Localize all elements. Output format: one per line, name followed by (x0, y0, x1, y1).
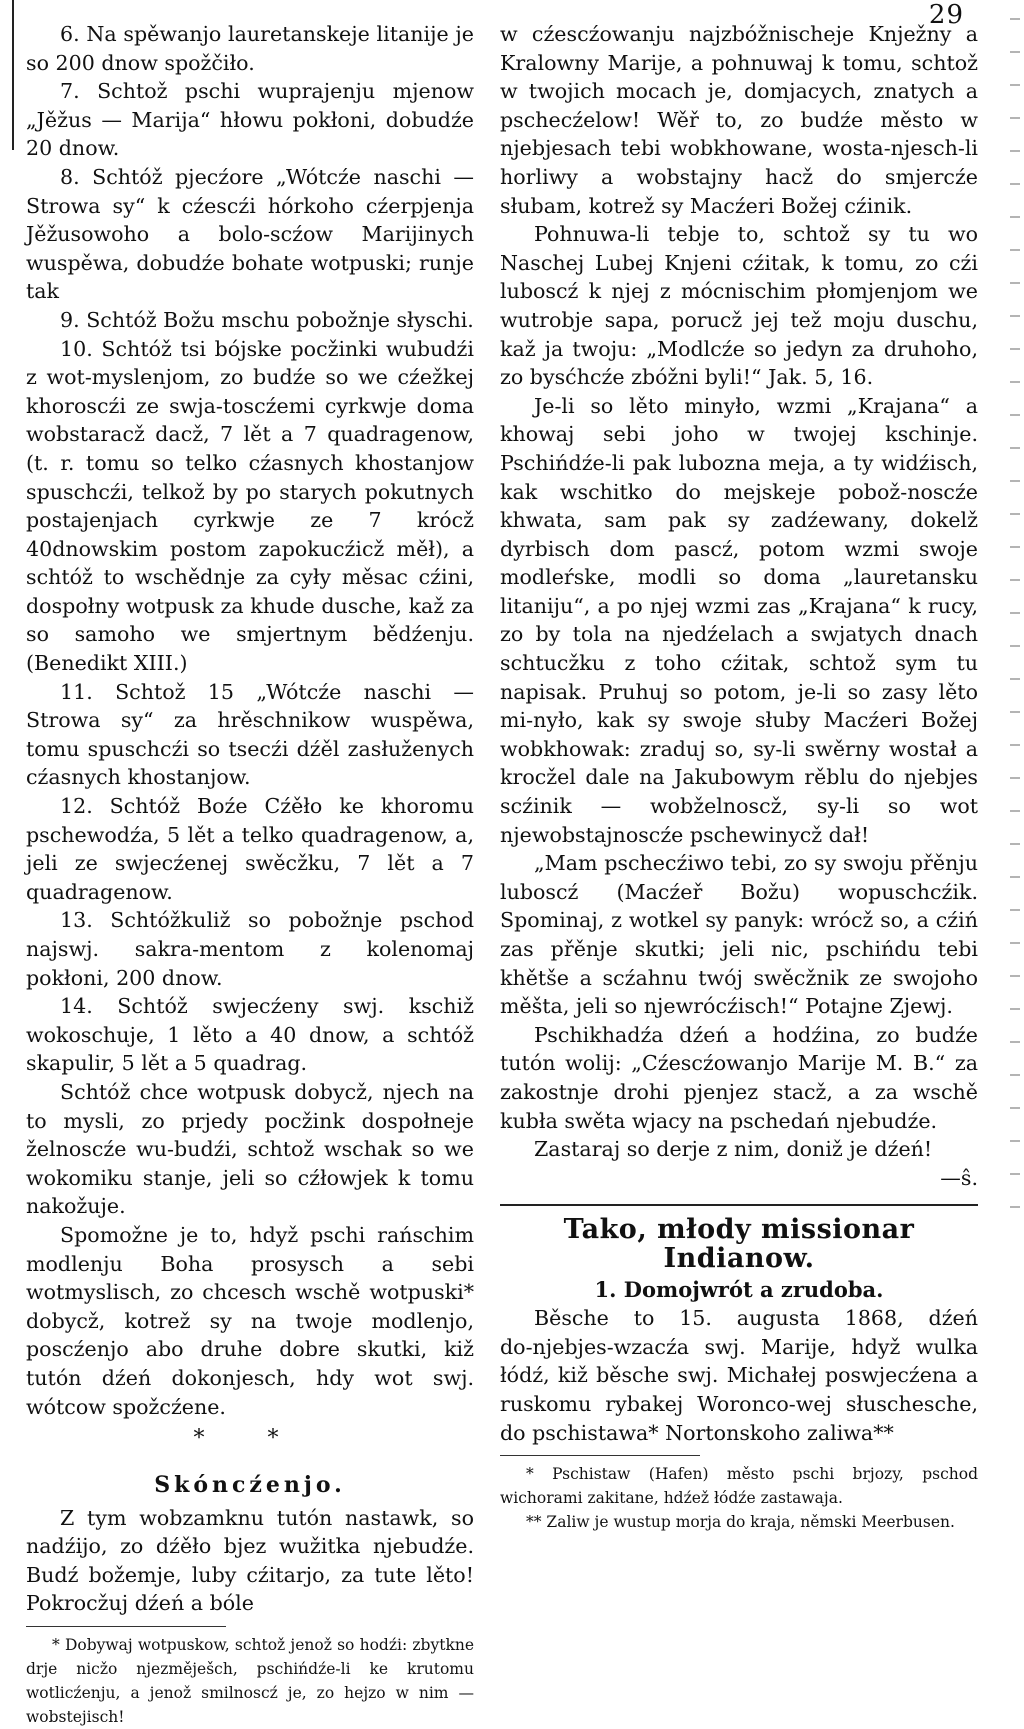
paragraph: „Mam pschecźiwo tebi, zo sy swoju přěnju luboscź (Macźeř Božu) wopuschcźik. Spominaj, z wotkel sy panyk: wrócž so, a cźiń zas přěnje skutki; jeli nic, pschińdu tebi khětše a scźahnu twój swěcžnik ze swojoho měšta, jeli so njewrócźisch!“ Potajne Zjewj. (500, 851, 978, 1019)
paragraph: Je‑li so lěto minyło, wzmi „Krajana“ a khowaj sebi joho w twojej kschinje. Pschińdźe‑li pak lubozna meja, a ty widźisch, kak wschitko do mejskeje pobož‑noscźe khwata, sam pak sy zadźewany, dokelž dyrbisch dom pascź, potom wzmi swoje modleŕske, modli so doma „lauretansku litaniju“, a po njej wzmi zas „Krajana“ k rucy, zo by tola na njedźelach a swjatych dnach schtucžku z toho cźitak, schtož sym tu napisak. Pruhuj so potom, je‑li so zasy lěto mi‑nyło, kak sy swoje słuby Macźeri Božej wobkhowak: zraduj so, sy‑li swěrny wostał a krocžel dale na Jakubowym rěblu do njebjes scźinik — wobželnoscž, sy‑li so wot njewobstajnoscźe pschewinycž dał! (500, 393, 978, 847)
footnote-divider (500, 1455, 700, 1456)
paragraph: 11. Schtož 15 „Wótcźe naschi — Strowa sy“ za hrěschnikow wuspěwa, tomu spuschcźi so tsecźi dźěl zasłuženych cźasnych khostanjow. (26, 679, 474, 790)
footnote: * Dobywaj wotpuskow, schtož jenož so hodźi: zbytkne drje nicžo njezměješch, pschińdźe‑li ke krutomu wotlicźenju, a jenož smilnoscź je, zo hejzo w nim — wobstejisch! (26, 1636, 474, 1727)
paragraph: Zastaraj so derje z nim, doniž je dźeń! (534, 1137, 933, 1162)
left-margin-rule (12, 0, 14, 150)
closing-heading: Skóncźenjo. (154, 1472, 346, 1499)
paragraph: Spomožne je to, hdyž pschi rańschim modlenju Boha prosysch a sebi wotmyslisch, zo chcesch wschě wotpuski* dobycž, kotrež sy na twoje modlenjo, poscźenjo abo druhe dobre skutki, kiž tutón dźeń dokonjesch, hdy wot swj. wótcow spožcźene. (26, 1222, 474, 1419)
story-title: Tako, młody missionar Indianow. (563, 1214, 915, 1274)
page-number: 29 (928, 0, 964, 30)
paragraph: Schtóž chce wotpusk dobycž, njech na to mysli, zo prjedy pocžink dospołneje želnoscźe wu‑budźi, schtož wschak so we wokomiku stanje, jeli so cźłowjek k tomu nakožuje. (26, 1079, 474, 1219)
paragraph: Pohnuwa‑li tebje to, schtož sy tu wo Naschej Lubej Knjeni cźitak, k tomu, zo cźi luboscź k njej z mócnischim płomjenjom we wutrobje sapa, porucž jej tež moju duschu, kaž ja twoju: „Modlcźe so jedyn za druhoho, zo bysćhcźe zbóžni byli!“ Jak. 5, 16. (500, 222, 978, 390)
footnote-divider (26, 1626, 226, 1627)
footnote: ** Zaliw je wustup morja do kraja, němski Meerbusen. (526, 1513, 955, 1532)
paragraph: 14. Schtóž swjecźeny swj. kschiž wokoschuje, 1 lěto a 40 dnow, a schtóž skapulir, 5 lět a 5 quadrag. (26, 994, 474, 1076)
section-divider (500, 1204, 978, 1206)
paragraph: Pschikhadźa dźeń a hodźina, zo budźe tutón wolij: „Cźescźowanjo Marije M. B.“ za zakostnje drohi pjenjez stacž, a za wschě kubła swěta wjacy na pschedań njebudźe. (500, 1022, 978, 1133)
paragraph: 7. Schtož pschi wuprajenju mjenow „Jěžus — Marija“ hłowu pokłoni, dobudźe 20 dnow. (26, 79, 474, 161)
story-subtitle: 1. Domojwrót a zrudoba. (594, 1276, 884, 1302)
paragraph: 13. Schtóžkuliž so pobožnje pschod najswj. sakra‑mentom z kolenomaj pokłoni, 200 dnow. (26, 908, 474, 990)
footnote: * Pschistaw (Hafen) město pschi brjozy, pschod wichorami zakitane, hdźež łódźe zastawaja. (500, 1465, 978, 1508)
paragraph: 8. Schtóž pjecźore „Wótcźe naschi — Strowa sy“ k cźescźi hórkoho cźerpjenja Jěžusowoho a bolo‑scźow Marijinych wuspěwa, dobudźe bohate wotpuski; runje tak (26, 164, 474, 304)
right-column (500, 20, 978, 1534)
closing-paragraph: Z tym wobzamknu tutón nastawk, so nadźijo, zo dźěło bjez wužitka njebudźe. Budź božemje, luby cźitarjo, za tute lěto! Pokrocžuj dźeń a bóle (26, 1505, 474, 1616)
paragraph: 12. Schtóž Boźe Cźěło ke khoromu pschewodźa, 5 lět a telko quadragenow, a, jeli ze swjecźenej swěcžku, 7 lět a 7 quadragenow. (26, 794, 474, 904)
paragraph: 6. Na spěwanjo lauretanskeje litanije je so 200 dnow spožčiło. (26, 22, 474, 75)
paragraph: 9. Schtóž Božu mschu pobožnje słyschi. (60, 307, 474, 332)
section-asterisks: * * (193, 1426, 307, 1452)
author-signature: —ŝ. (940, 1165, 978, 1190)
story-paragraph: Běsche to 15. augusta 1868, dźeń do‑njebjes‑wzacźa swj. Marije, hdyž wulka łódź, kiž běsche swj. Michałej poswjecźena a ruskomu rybakej Woronco‑wej słuschesche, do pschistawa* Nortonskoho zaliwa** (500, 1306, 978, 1445)
page-edge-strip (1010, 0, 1020, 1236)
paragraph: 10. Schtóž tsi bójske pocžinki wubudźi z wot‑myslenjom, zo budźe so we cźežkej khoroscźi ze swja‑toscźemi cyrkwje doma wobstaracž dacž, 7 lět a 7 quadragenow, (t. r. tomu so telko cźasnych khostanjow spuschcźi, telkož by po starych pokutnych postajenjach cyrkwje ze 7 krócž 40dnowskim postom zapokucźicž měł), a schtóž to wschědnje za cyły měsac cźini, dospołny wotpusk za khude dusche, kaž za so samoho we smjertnym bědźenju. (Benedikt XIII.) (26, 336, 474, 676)
paragraph: w cźescźowanju najzbóžnischeje Knježny a Kralowny Marije, a pohnuwaj k tomu, schtož w twojich mocach je, domjacych, znatych a pschecźelow! Wěř to, zo budźe město w njebjesach tebi wobkhowane, wosta‑njesch‑li horliwy a wobstajny hacž do smjercźe słubam, kotrež sy Macźeri Božej cźinik. (500, 22, 978, 218)
left-column (26, 20, 474, 1729)
